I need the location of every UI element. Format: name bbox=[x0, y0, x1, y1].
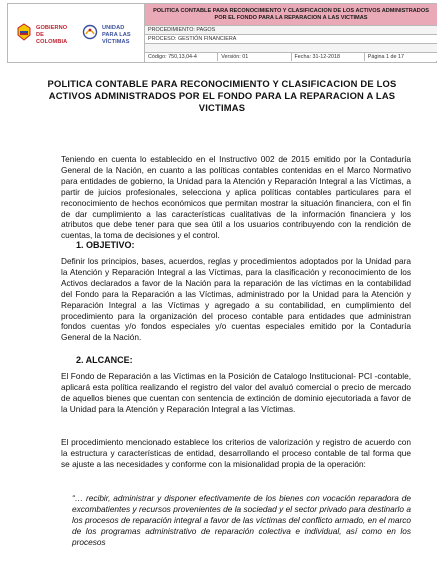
unidad-victimas-icon bbox=[82, 23, 98, 41]
unidad-victimas-logo bbox=[82, 22, 140, 44]
section-alcance-text: El Fondo de Reparación a las Víctimas en la Posición de Catalogo Institucional- PCI -contable, aplicará esta política realizando el registro del valor del avaluó comercial o precio de mercado de aquellos bienes que cuentan con sentencia de extinción de dominio ejecutoriada a favor de la Unidad para la Atención y Reparación Integral a las Víctimas. bbox=[61, 371, 411, 414]
document-header-table bbox=[7, 3, 437, 63]
header-title: POLITICA CONTABLE PARA RECONOCIMIENTO Y CLASIFICACION DE LOS ACTIVOS ADMINISTRADOS POR EL FONDO PARA LA REPARACION A LAS VICTIMAS bbox=[145, 4, 437, 25]
section-objetivo-text: Definir los principios, bases, acuerdos, reglas y procedimientos adoptados por la Unidad para la Atención y Reparación Integral a las Víctimas, para la clasificación y reconocimiento de los Activos declarados a favor de la Nación para la reparación de las víctimas en la contabilidad del Fondo para la Reparación a las Víctimas, administrado por la Unidad para la Atención y Reparación Integral a las Víctimas y agregado a su contabilidad, en cumplimiento del procedimiento para la organización del proceso contable para entidades que administran fondos cuentas y/o fondos especiales y/o cuentas especiales emitido por la Contaduría General de la Nación. bbox=[61, 256, 411, 343]
header-codigo: Código: 750,13,04-4 bbox=[145, 53, 218, 61]
section-alcance-text-2: El procedimiento mencionado establece los criterios de valorización y registro de acuerdo con la estructura y características de entidad, desarrollando el proceso contable de tal forma que se ajuste a las necesidades y conforme con la misionalidad propia de la operación: bbox=[61, 437, 411, 469]
section-alcance-heading: 2. ALCANCE: bbox=[76, 355, 133, 365]
mission-quote: “… recibir, administrar y disponer efectivamente de los bienes con vocación reparadora de excombatientes y recursos provenientes de la sociedad y el sector privado para destinarlo a los procesos de reparación integral a favor de las víctimas del conflicto armado, en el marco de los programas administrativo de reparación colectiva e individual, así como en los procesos bbox=[72, 493, 411, 547]
unidad-logo-text: UNIDAD PARA LAS VÍCTIMAS bbox=[102, 25, 131, 45]
header-blank-row bbox=[145, 43, 437, 52]
header-meta-row bbox=[145, 52, 437, 61]
section-objetivo-heading: 1. OBJETIVO: bbox=[76, 240, 135, 250]
header-procedimiento: PROCEDIMIENTO: PAGOS bbox=[145, 25, 437, 34]
header-proceso: PROCESO: GESTIÓN FINANCIERA bbox=[145, 34, 437, 43]
header-logos bbox=[8, 4, 145, 62]
header-fecha: Fecha: 31-12-2018 bbox=[292, 53, 365, 61]
header-pagina: Página 1 de 17 bbox=[367, 54, 405, 60]
intro-paragraph: Teniendo en cuenta lo establecido en el Instructivo 002 de 2015 emitido por la Contaduría General de la Nación, en cuanto a las políticas contables contenidas en el Marco Normativo para entidades de gobierno, la Unidad para la Atención y Reparación Integral a las Víctimas, a partir de juicios profesionales, selecciona y aplica políticas contables particulares para el reconocimiento de hechos económicos que permitan mostrar la situación financiera, con el fin de dar cumplimiento a las características cualitativas de la información financiera y los atributos que debe tener para que sea útil a los usuarios contribuyendo con la rendición de cuentas, la toma de decisiones y el control. bbox=[61, 154, 411, 241]
gobierno-logo-text: GOBIERNO DE COLOMBIA bbox=[36, 25, 68, 45]
header-version: Versión: 01 bbox=[218, 53, 291, 61]
gobierno-de-colombia-logo bbox=[16, 22, 74, 44]
document-title: POLITICA CONTABLE PARA RECONOCIMIENTO Y CLASIFICACION DE LOS ACTIVOS ADMINISTRADOS POR EL FONDO PARA LA REPARACION A LAS VICTIMAS bbox=[47, 78, 397, 113]
colombia-seal-icon bbox=[16, 23, 32, 41]
